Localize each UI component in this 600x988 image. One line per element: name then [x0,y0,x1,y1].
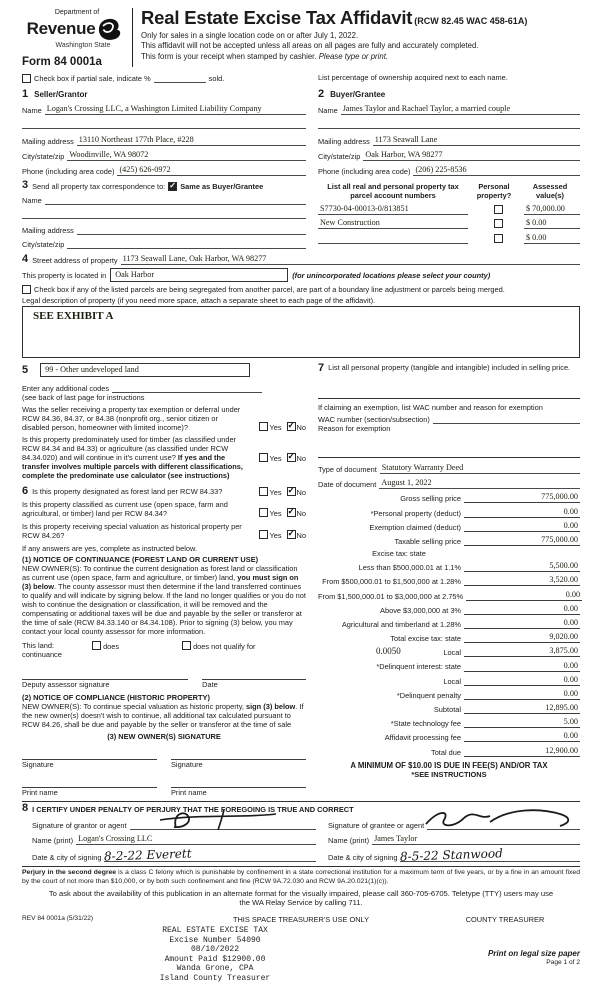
tax-row-gross: Gross selling price 775,000.00 [400,492,578,504]
section-5-number: 5 [22,363,29,376]
assessed-value-2: $ 0.00 [524,218,580,229]
tax-row-taxable: Taxable selling price 775,000.00 [394,534,578,546]
buyer-city-label: City/state/zip [318,152,361,162]
partial-sale-row [22,73,306,83]
header-divider [132,8,133,67]
located-in-label: This property is located in [22,270,107,280]
seller-name-field: Logan's Crossing LLC, a Washington Limited Liability Company [45,104,306,115]
certification-section [22,801,580,862]
treasurer-use-only-label: THIS SPACE TREASURER'S USE ONLY [232,915,370,925]
land-use-section [22,363,306,797]
buyer-mailing-field: 1173 Seawall Lane [373,135,580,146]
personal-property-checkbox-1 [494,205,503,214]
notice-continuance-body: NEW OWNER(S): To continue the current designation as forest land or classification as current use (open space, farm and agriculture, or timber) land, you must sign on (3) below. The county assessor must then determine if the land transferred continues to qualify and will indicate by signing below. If the land no longer qualifies or you do not wish to continue the designation or classification, it will be removed and the compensating or additional taxes will be due and payable by the seller or transferor at the time of sale (RCW 84.33.140 or 84.34.108). Prior to signing (3) below, you may contact your local county assessor for more information. [22,563,306,636]
section-8-number: 8 [22,802,29,815]
stamp-line: Amount Paid $12900.00 [164,954,266,964]
buyer-city-field: Oak Harbor, WA 98277 [363,150,580,161]
exemption-no-checkbox [287,422,296,431]
page-title: Real Estate Excise Tax Affidavit [141,7,413,28]
buyer-heading: Buyer/Grantee [330,90,386,100]
correspondence-label: Send all property tax correspondence to: [32,182,166,192]
seller-phone-label: Phone (including area code) [22,167,115,177]
correspondence-city-label: City/state/zip [22,240,65,250]
deputy-date-label: Date [202,679,218,689]
signature-label-2: Signature [171,760,203,770]
seller-phone-field: (425) 626-0972 [117,165,306,176]
correspondence-name-label: Name [22,196,42,206]
wac-number-label: WAC number (section/subsection) [318,415,430,425]
notice-continuance-title: (1) NOTICE OF CONTINUANCE (FOREST LAND OR CURRENT USE) [22,554,259,564]
see-instructions-note: *SEE INSTRUCTIONS [411,770,487,780]
buyer-name-field: James Taylor and Rachael Taylor, a married couple [341,104,580,115]
print-legal-size-note: Print on legal size paper [487,949,580,959]
see-back-note: (see back of last page for instructions [22,393,145,403]
assessed-value-col-header: Assessed value(s) [532,182,568,201]
section-7-number: 7 [318,362,325,375]
grantor-date-city-field: 8-2-22 Everett [104,851,316,862]
grantor-print-label: Name (print) [32,836,74,846]
exemption-yes-checkbox [259,422,268,431]
revenue-wordmark: Revenue [26,19,96,39]
partial-sale-label: Check box if partial sale, indicate % [34,74,151,84]
tax-row-personal-deduct: *Personal property (deduct) 0.00 [370,506,578,518]
additional-codes-label: Enter any additional codes [22,384,110,394]
land-does-checkbox [92,641,101,650]
accessibility-note: To ask about the availability of this publication in an alternate format for the visually impaired, please call 360-705-6705. Teletype (TTY) users may use the WA Relay Service by calling 711. [48,888,554,908]
deputy-assessor-signature-line [22,669,188,680]
correspondence-mailing-label: Mailing address [22,226,74,236]
grantee-date-city-label: Date & city of signing [328,853,398,863]
header-note-2: This affidavit will not be accepted unless all areas on all pages are fully and accurately completed. [141,41,479,51]
washington-state-label: Washington State [55,41,111,49]
property-address-section [22,254,580,358]
historic-no-checkbox [287,530,296,539]
rcw-reference: (RCW 82.45 WAC 458-61A) [414,16,528,26]
tax-row-tier4: Above $3,000,000 at 3% 0.00 [380,603,578,615]
tax-row-total-state: Total excise tax: state 9,020.00 [390,632,578,644]
same-as-buyer-checkbox [168,182,177,191]
parcel-col-header: List all real and personal property tax parcel account numbers [327,182,459,201]
buyer-name-label: Name [318,106,338,116]
tax-row-subtotal: Subtotal 12,895.00 [433,703,578,715]
section-3-number: 3 [22,179,29,192]
tax-row-processing-fee: Affidavit processing fee 0.00 [384,731,578,743]
seller-city-label: City/state/zip [22,152,65,162]
partial-sale-sold-label: sold. [208,74,225,84]
page-indicator: Page 1 of 2 [546,959,580,967]
excise-tax-state-heading: Excise tax: state [372,548,426,558]
stamp-line: Excise Number 54090 [169,935,261,945]
location-code-box: Oak Harbor [110,268,288,282]
tax-row-tier3: From $1,500,000.01 to $3,000,000 at 2.75% 0.00 [318,589,581,601]
parcel-row [318,204,580,215]
historic-property-question: Is this property receiving special valuation as historical property per RCW 84.26? Yes ✓ No [22,522,306,540]
forest-no-checkbox [287,487,296,496]
new-owners-signature-title: (3) NEW OWNER(S) SIGNATURE [107,732,221,742]
new-owner-print-line-2 [171,777,306,788]
reason-exemption-label: Reason for exemption [318,424,391,434]
correspondence-name-field [45,195,306,205]
land-qualify-row: This land: continuance does does not qualify for [22,640,256,659]
current-use-yes-checkbox [259,508,268,517]
tax-row-total-due: Total due 12,900.00 [431,745,578,757]
current-use-no-checkbox [287,508,296,517]
footer [22,915,580,983]
document-type-field: Statutory Warranty Deed [380,463,580,474]
timber-yes-checkbox [259,453,268,462]
correspondence-mailing-field [77,225,306,235]
new-owner-print-line-1 [22,777,157,788]
tax-row-tier1: Less than $500,000.01 at 1.1% 5,500.00 [358,561,578,573]
legal-description-label: Legal description of property (if you need more space, attach a separate sheet to each page of the affidavit). [22,296,376,306]
document-date-field: August 1, 2022 [379,478,580,489]
grantor-date-city-label: Date & city of signing [32,853,102,863]
parcel-table [318,182,580,249]
county-treasurer-label: COUNTY TREASURER [465,915,545,925]
continuance-label: continuance [22,649,62,659]
personal-property-checkbox-2 [494,219,503,228]
grantee-signature-label: Signature of grantee or agent [328,821,425,831]
partial-sale-checkbox [22,74,31,83]
tax-row-exemption-deduct: Exemption claimed (deduct) 0.00 [369,520,578,532]
section-6-number: 6 [22,485,29,498]
legal-description-box [22,306,580,358]
correspondence-city-field [67,239,306,249]
header-note-1: Only for sales in a single location code on or after July 1, 2022. [141,30,359,40]
stamp-line: REAL ESTATE EXCISE TAX [162,926,268,936]
segregated-checkbox [22,285,31,294]
stamp-line: 08/10/2022 [190,945,239,955]
seller-name-line-2 [22,119,306,129]
exemption-claim-note: If claiming an exemption, list WAC number and reason for exemption [318,403,543,413]
parcel-number-1: S7730-04-00013-0/813851 [318,204,468,215]
header-note-3: This form is your receipt when stamped by cashier. Please type or print. [141,51,389,61]
stamp-line: Island County Treasurer [159,973,271,983]
personal-property-list-area [318,374,580,399]
dept-of-label: Department of [54,9,100,16]
notice-compliance-body: NEW OWNER(S): To continue special valuation as historic property, sign (3) below. If the new owner(s) doesn't wish to continue, all additional tax calculated pursuant to RCW 84.26, shall be due and payable by the seller or transferor at the time of sale [22,702,304,730]
notice-compliance-title: (2) NOTICE OF COMPLIANCE (HISTORIC PROPERTY) [22,692,210,702]
seller-name-label: Name [22,106,42,116]
dor-logo-block [22,6,126,69]
seller-mailing-label: Mailing address [22,137,74,147]
personal-property-and-tax-section [318,363,580,797]
segregated-label: Check box if any of the listed parcels are being segregated from another parcel, are part of a boundary line adjustment or parcels being merged. [34,285,505,295]
tax-row-tech-fee: *State technology fee 5.00 [390,717,578,729]
grantee-date-city-field: 8-5-22 Stanwood [400,851,580,862]
seller-city-field: Woodinville, WA 98072 [67,150,306,161]
legal-description-value: SEE EXHIBIT A [33,310,114,323]
dor-swirl-icon [97,18,121,42]
new-owner-signature-line-1 [22,749,157,760]
tax-row-agricultural: Agricultural and timberland at 1.28% 0.00 [341,617,578,629]
same-as-buyer-label: Same as Buyer/Grantee [180,182,264,192]
print-name-label-2: Print name [171,788,207,798]
parcel-row [318,218,580,229]
signature-label-1: Signature [22,760,54,770]
buyer-grantee-section [318,83,580,176]
form-number: Form 84 0001a [22,56,102,69]
parcel-number-2: New Construction [318,218,468,229]
street-address-field: 1173 Seawall Lane, Oak Harbor, WA 98277 [121,254,580,265]
rev-form-number: REV 84 0001a (5/31/22) [22,915,94,923]
seller-heading: Seller/Grantor [34,90,88,100]
deputy-date-line [202,669,306,680]
exemption-deferral-question: Was the seller receiving a property tax exemption or deferral under RCW 84.36, 84.37, or 84.38 (nonprofit org., senior citizen or disabled person, homeowner with limited income)? Yes ✓ No [22,405,306,432]
personal-property-heading: List all personal property (tangible and intangible) included in selling price. [328,363,571,373]
assessed-value-1: $ 70,000.00 [524,204,580,215]
reason-exemption-area [318,433,580,458]
grantor-signature-field [130,820,317,830]
parcel-number-3 [318,234,468,244]
seller-grantor-section [22,83,306,176]
correspondence-name-line-2 [22,209,306,219]
form-header [22,6,580,69]
deputy-assessor-label: Deputy assessor signature [22,679,110,689]
buyer-mailing-label: Mailing address [318,137,370,147]
buyer-phone-field: (206) 225-8536 [413,165,580,176]
street-address-label: Street address of property [32,256,118,266]
timber-no-checkbox [287,453,296,462]
minimum-due-note: A MINIMUM OF $10.00 IS DUE IN FEE(S) AND/OR TAX [350,760,548,770]
grantee-print-label: Name (print) [328,836,370,846]
historic-yes-checkbox [259,530,268,539]
additional-codes-field [112,383,262,393]
section-2-number: 2 [318,88,325,101]
tax-row-local: 0.0050 Local 3,875.00 [376,646,578,658]
partial-sale-percent-field [154,73,206,83]
grantee-signature-field [427,820,580,830]
document-type-label: Type of document [318,465,377,475]
wac-number-field [433,414,580,424]
buyer-name-line-2 [318,119,580,129]
section-4-number: 4 [22,253,29,266]
tax-row-delinquent-interest-state: *Delinquent interest: state 0.00 [376,660,578,672]
tax-row-tier2: From $500,000.01 to $1,500,000 at 1.28% 3,520.00 [322,575,578,587]
certify-statement: I CERTIFY UNDER PENALTY OF PERJURY THAT THE FOREGOING IS TRUE AND CORRECT [32,805,354,815]
parcel-row [318,233,580,244]
document-date-label: Date of document [318,480,377,490]
land-use-code-box: 99 - Other undeveloped land [40,363,250,377]
tax-correspondence-section [22,180,306,249]
grantee-print-name: James Taylor [372,834,580,845]
stamp-line: Wanda Grone, CPA [176,964,254,974]
grantor-signature-label: Signature of grantor or agent [32,821,127,831]
section-1-number: 1 [22,88,29,101]
land-does-not-checkbox [182,641,191,650]
this-land-label: This land: [22,640,55,650]
unincorporated-note: (for unincorporated locations please select your county) [292,270,491,280]
current-use-question: Is this property classified as current use (open space, farm and agricultural, or timber) land per RCW 84.34? Yes ✓ No [22,500,306,518]
forest-yes-checkbox [259,487,268,496]
ownership-percentage-note: List percentage of ownership acquired next to each name. [318,73,508,83]
tax-row-delinquent-penalty: *Delinquent penalty 0.00 [396,688,578,700]
forest-land-question: 6 Is this property designated as forest land per RCW 84.33? Yes ✓ No [22,486,306,497]
seller-mailing-field: 13110 Northeast 177th Place, #228 [77,135,306,146]
local-rate-value: 0.0050 [376,646,401,657]
personal-property-checkbox-3 [494,234,503,243]
buyer-phone-label: Phone (including area code) [318,167,411,177]
treasurer-stamp [110,926,320,983]
tax-row-delinquent-interest-local: Local 0.00 [443,674,578,686]
timber-agriculture-question: Is this property predominately used for timber (as classified under RCW 84.34 and 84.33) or agriculture (as classified under RCW 84.34.020) and will continue in it's current use? If yes and the transfer involves multiple parcels with different classifications, complete the predominate use calculator (see instructions) Yes ✓ No [22,435,306,480]
new-owner-signature-line-2 [171,749,306,760]
print-name-label-1: Print name [22,788,58,798]
personal-property-col-header: Personal property? [476,182,512,201]
grantor-print-name: Logan's Crossing LLC [76,834,316,845]
any-yes-note: If any answers are yes, complete as instructed below. [22,543,197,553]
assessed-value-3: $ 0.00 [524,233,580,244]
perjury-notice: Perjury in the second degree is a class C felony which is punishable by confinement in a state correctional institution for a maximum term of five years, or by a fine in an amount fixed by the court of not more than $10,000, or by both such confinement and fine (RCW 9A.72.030 and RCW 9A.20.021(1)(c)). [22,866,580,886]
